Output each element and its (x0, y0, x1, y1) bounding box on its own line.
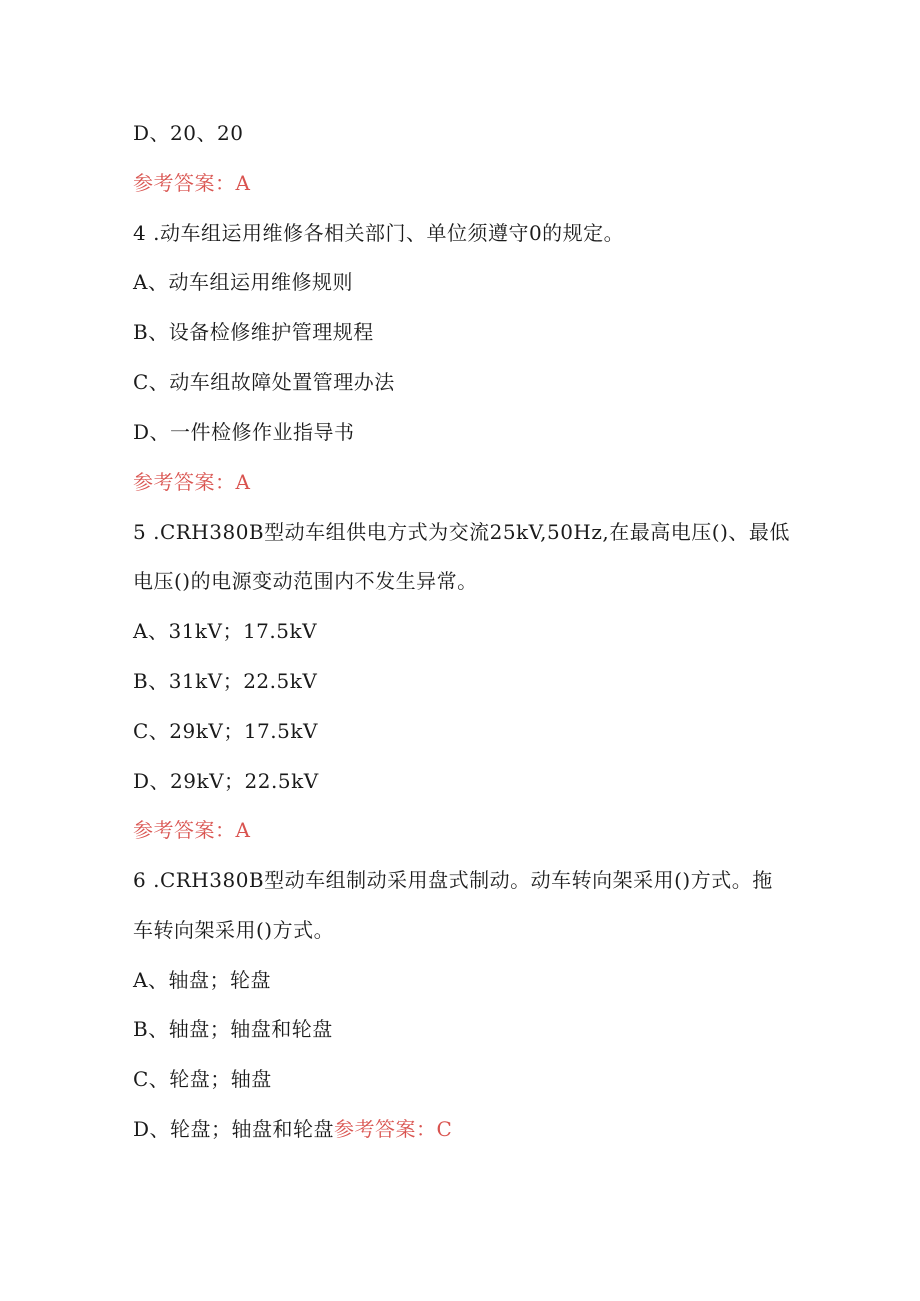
option-d-q6: D、轮盘；轴盘和轮盘 (133, 1117, 335, 1141)
answer-q4: 参考答案：A (133, 470, 251, 494)
option-b-q5: B、31kV；22.5kV (133, 669, 318, 693)
option-a-q4: A、动车组运用维修规则 (133, 270, 353, 294)
option-d-q5: D、29kV；22.5kV (133, 769, 319, 793)
option-a-q5: A、31kV；17.5kV (133, 619, 318, 643)
question-4: 4 .动车组运用维修各相关部门、单位须遵守0的规定。 (133, 221, 625, 245)
option-d-q4: D、一件检修作业指导书 (133, 420, 355, 444)
answer-q5: 参考答案：A (133, 818, 251, 842)
option-b-q6: B、轴盘；轴盘和轮盘 (133, 1017, 333, 1041)
option-b-q4: B、设备检修维护管理规程 (133, 320, 374, 344)
option-d-q3: D、20、20 (133, 121, 244, 145)
question-5-line-1: 5 .CRH380B型动车组供电方式为交流25kV,50Hz,在最高电压()、最低 (133, 520, 790, 544)
question-6-line-2: 车转向架采用()方式。 (133, 918, 335, 942)
answer-q3: 参考答案：A (133, 171, 251, 195)
option-c-q6: C、轮盘；轴盘 (133, 1067, 272, 1091)
option-a-q6: A、轴盘；轮盘 (133, 968, 271, 992)
answer-q6: 参考答案：C (334, 1117, 453, 1141)
option-c-q5: C、29kV；17.5kV (133, 719, 318, 743)
option-c-q4: C、动车组故障处置管理办法 (133, 370, 395, 394)
option-d-q6-with-answer (133, 1116, 452, 1142)
question-6-line-1: 6 .CRH380B型动车组制动采用盘式制动。动车转向架采用()方式。拖 (133, 868, 773, 892)
question-5-line-2: 电压()的电源变动范围内不发生异常。 (133, 569, 478, 593)
